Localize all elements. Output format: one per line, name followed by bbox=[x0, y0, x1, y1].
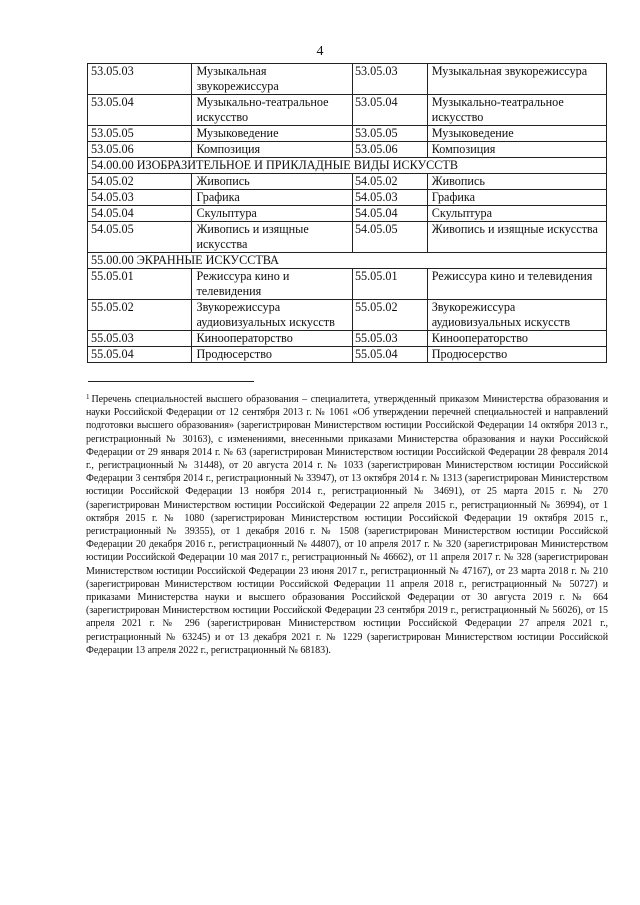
table-row bbox=[88, 190, 607, 206]
code-cell-previous: 53.05.06 bbox=[352, 142, 427, 158]
name-cell-previous: Живопись и изящные искусства bbox=[427, 222, 606, 253]
name-cell-current: Музыковедение bbox=[192, 126, 352, 142]
code-cell-current: 54.05.02 bbox=[88, 174, 192, 190]
name-cell-previous: Кинооператорство bbox=[427, 331, 606, 347]
name-cell-previous: Живопись bbox=[427, 174, 606, 190]
table-row bbox=[88, 222, 607, 253]
code-cell-previous: 55.05.03 bbox=[352, 331, 427, 347]
name-cell-current: Музыкально-театральное искусство bbox=[192, 95, 352, 126]
name-cell-previous: Композиция bbox=[427, 142, 606, 158]
table-row bbox=[88, 95, 607, 126]
name-cell-previous: Музыковедение bbox=[427, 126, 606, 142]
code-cell-previous: 53.05.05 bbox=[352, 126, 427, 142]
table-row bbox=[88, 126, 607, 142]
table-row bbox=[88, 300, 607, 331]
code-cell-current: 55.05.03 bbox=[88, 331, 192, 347]
section-row bbox=[88, 253, 607, 269]
table-row bbox=[88, 331, 607, 347]
name-cell-current: Режиссура кино и телевидения bbox=[192, 269, 352, 300]
code-cell-previous: 53.05.03 bbox=[352, 64, 427, 95]
name-cell-previous: Графика bbox=[427, 190, 606, 206]
code-cell-previous: 53.05.04 bbox=[352, 95, 427, 126]
code-cell-previous: 55.05.01 bbox=[352, 269, 427, 300]
name-cell-current: Скульптура bbox=[192, 206, 352, 222]
table-row bbox=[88, 174, 607, 190]
footnote-marker: 1 bbox=[86, 393, 90, 401]
code-cell-current: 53.05.04 bbox=[88, 95, 192, 126]
code-cell-current: 55.05.01 bbox=[88, 269, 192, 300]
code-cell-current: 54.05.03 bbox=[88, 190, 192, 206]
name-cell-current: Звукорежиссура аудиовизуальных искусств bbox=[192, 300, 352, 331]
name-cell-previous: Музыкально-театральное искусство bbox=[427, 95, 606, 126]
code-cell-current: 55.05.02 bbox=[88, 300, 192, 331]
code-cell-previous: 54.05.04 bbox=[352, 206, 427, 222]
code-cell-current: 54.05.04 bbox=[88, 206, 192, 222]
name-cell-previous: Музыкальная звукорежиссура bbox=[427, 64, 606, 95]
specialties-table-body bbox=[88, 64, 607, 363]
table-row bbox=[88, 347, 607, 363]
code-cell-current: 53.05.05 bbox=[88, 126, 192, 142]
table-row bbox=[88, 206, 607, 222]
code-cell-previous: 55.05.02 bbox=[352, 300, 427, 331]
name-cell-previous: Режиссура кино и телевидения bbox=[427, 269, 606, 300]
code-cell-previous: 55.05.04 bbox=[352, 347, 427, 363]
table-row bbox=[88, 64, 607, 95]
name-cell-previous: Продюсерство bbox=[427, 347, 606, 363]
section-title: 55.00.00 ЭКРАННЫЕ ИСКУССТВА bbox=[88, 253, 607, 269]
code-cell-current: 55.05.04 bbox=[88, 347, 192, 363]
footnote-text: Перечень специальностей высшего образования – специалитета, утвержденный приказом Министерства образования и науки Российской Федерации от 12 сентября 2013 г. № 1061 «Об утверждении перечней специальностей и направлений подготовки высшего образования» (зарегистрирован Министерством юстиции Российской Федерации 14 октября 2013 г., регистрационный № 30163), с изменениями, внесенными приказами Министерства образования и науки Российской Федерации от 29 января 2014 г. № 63 (зарегистрирован Министерством юстиции Российской Федерации 28 февраля 2014 г., регистрационный № 31448), от 20 августа 2014 г. № 1033 (зарегистрирован Министерством юстиции Российской Федерации 3 сентября 2014 г., регистрационный № 33947), от 13 октября 2014 г. № 1313 (зарегистрирован Министерством юстиции Российской Федерации 13 ноября 2014 г., регистрационный № 34691), от 25 марта 2015 г. № 270 (зарегистрирован Министерством юстиции Российской Федерации 22 апреля 2015 г., регистрационный № 36994), от 1 октября 2015 г. № 1080 (зарегистрирован Министерством юстиции Российской Федерации 19 октября 2015 г., регистрационный № 39355), от 1 декабря 2016 г. № 1508 (зарегистрирован Министерством юстиции Российской Федерации 20 декабря 2016 г., регистрационный № 44807), от 10 апреля 2017 г. № 320 (зарегистрирован Министерством юстиции Российской Федерации 10 мая 2017 г., регистрационный № 46662), от 11 апреля 2017 г. № 328 (зарегистрирован Министерством юстиции Российской Федерации 23 июня 2017 г., регистрационный № 47167), от 23 марта 2018 г. № 210 (зарегистрирован Министерством юстиции Российской Федерации 11 апреля 2018 г., регистрационный № 50727) и приказами Министерства науки и высшего образования Российской Федерации от 30 августа 2019 г. № 664 (зарегистрирован Министерством юстиции Российской Федерации 23 сентября 2019 г., регистрационный № 56026), от 15 апреля 2021 г. № 296 (зарегистрирован Министерством юстиции Российской Федерации 27 апреля 2021 г., регистрационный № 63245) и от 13 декабря 2021 г. № 1229 (зарегистрирован Министерством юстиции Российской Федерации 13 апреля 2022 г., регистрационный № 68183). bbox=[86, 394, 608, 656]
code-cell-current: 53.05.03 bbox=[88, 64, 192, 95]
table-row bbox=[88, 142, 607, 158]
name-cell-current: Кинооператорство bbox=[192, 331, 352, 347]
name-cell-current: Живопись bbox=[192, 174, 352, 190]
name-cell-current: Музыкальная звукорежиссура bbox=[192, 64, 352, 95]
code-cell-previous: 54.05.02 bbox=[352, 174, 427, 190]
name-cell-current: Живопись и изящные искусства bbox=[192, 222, 352, 253]
footnote-separator bbox=[88, 381, 254, 382]
table-row bbox=[88, 269, 607, 300]
footnote bbox=[86, 391, 608, 657]
section-row bbox=[88, 158, 607, 174]
code-cell-previous: 54.05.03 bbox=[352, 190, 427, 206]
specialties-table bbox=[87, 63, 607, 363]
code-cell-current: 53.05.06 bbox=[88, 142, 192, 158]
name-cell-previous: Звукорежиссура аудиовизуальных искусств bbox=[427, 300, 606, 331]
code-cell-current: 54.05.05 bbox=[88, 222, 192, 253]
name-cell-current: Продюсерство bbox=[192, 347, 352, 363]
section-title: 54.00.00 ИЗОБРАЗИТЕЛЬНОЕ И ПРИКЛАДНЫЕ ВИДЫ ИСКУССТВ bbox=[88, 158, 607, 174]
name-cell-current: Графика bbox=[192, 190, 352, 206]
page-number: 4 bbox=[316, 44, 324, 59]
name-cell-current: Композиция bbox=[192, 142, 352, 158]
code-cell-previous: 54.05.05 bbox=[352, 222, 427, 253]
name-cell-previous: Скульптура bbox=[427, 206, 606, 222]
